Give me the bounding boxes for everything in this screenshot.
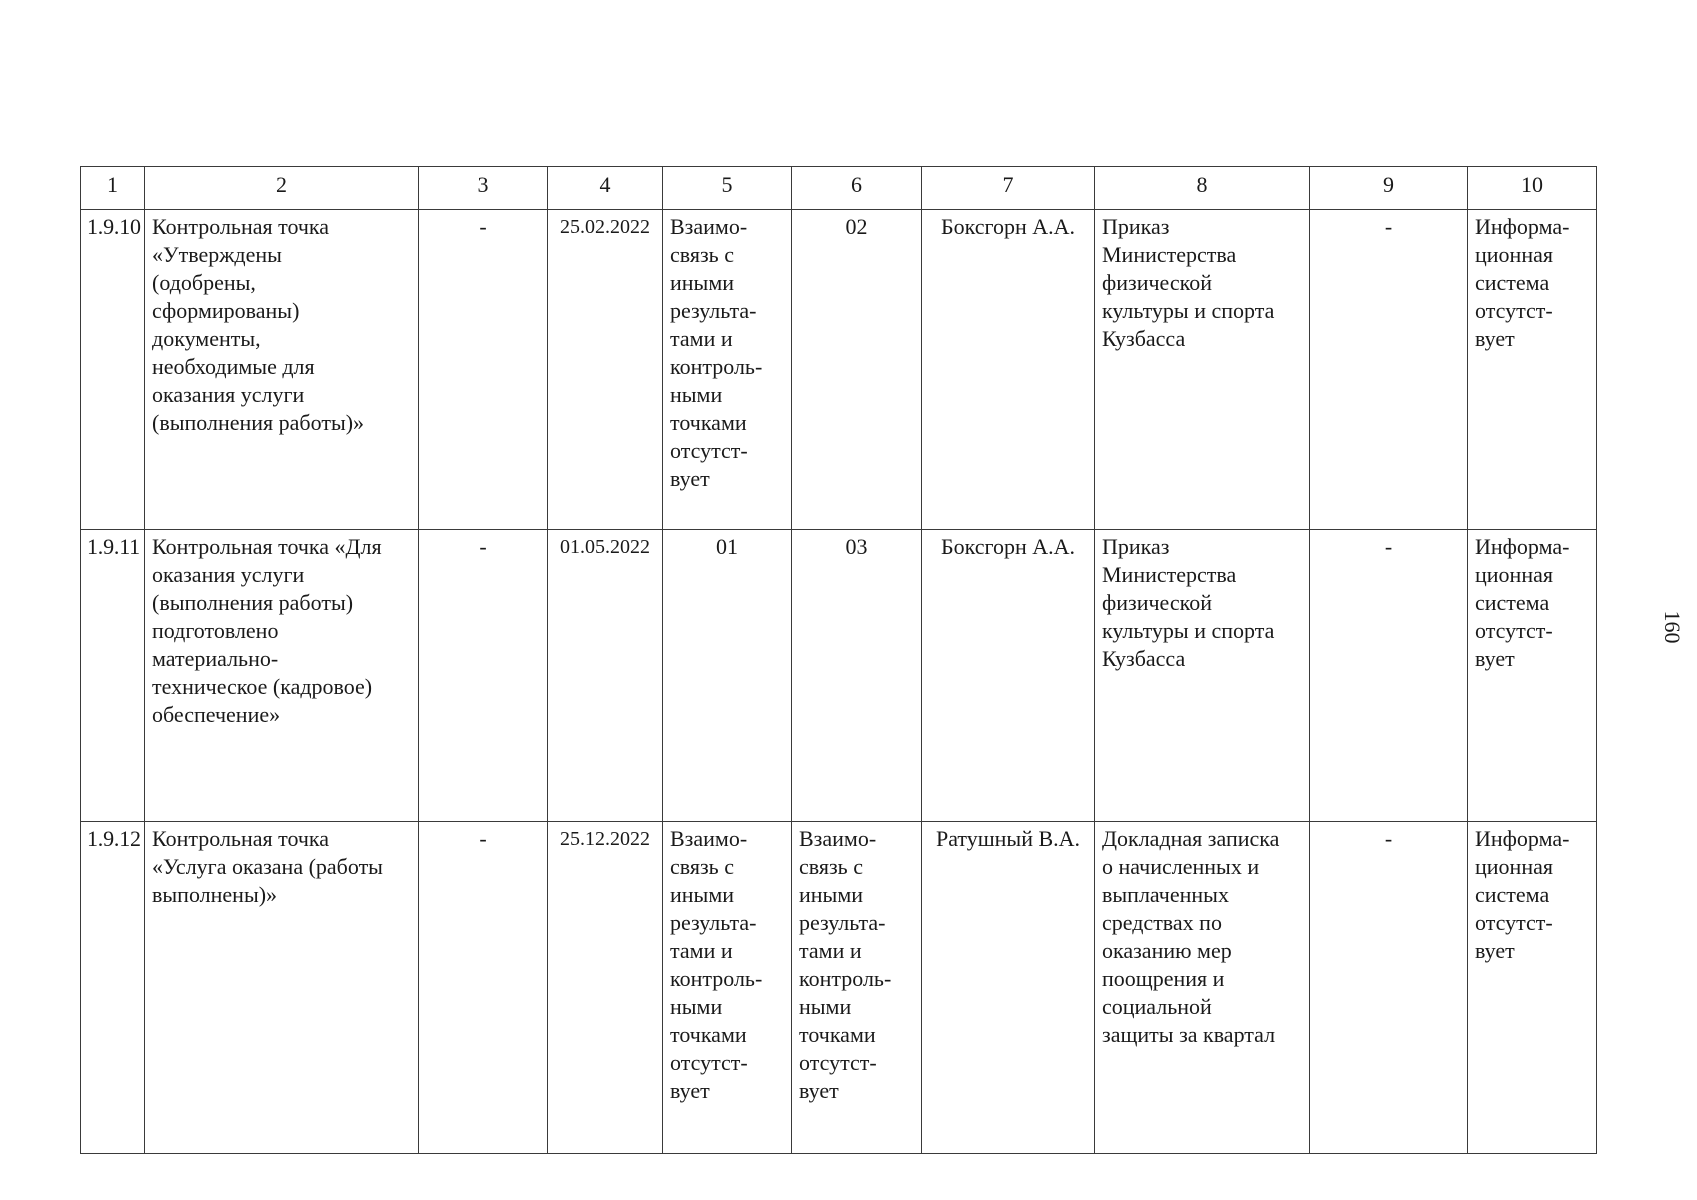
column-3-cell: -: [419, 210, 548, 530]
control-point-name-cell: Контрольная точка «Для оказания услуги (выполнения работы) подготовлено материально- техническое (кадровое) обеспечение»: [145, 530, 419, 822]
information-system-cell: Информа- ционная система отсутст- вует: [1468, 822, 1597, 1154]
document-cell: Докладная записка о начисленных и выплаченных средствах по оказанию мер поощрения и социальной защиты за квартал: [1095, 822, 1310, 1154]
table-row: [81, 530, 1597, 822]
header-cell: 2: [145, 167, 419, 210]
table-row: [81, 210, 1597, 530]
column-3-cell: -: [419, 822, 548, 1154]
row-number-cell: 1.9.12: [81, 822, 145, 1154]
document-cell: Приказ Министерства физической культуры и спорта Кузбасса: [1095, 530, 1310, 822]
column-9-cell: -: [1310, 210, 1468, 530]
responsible-cell: Ратушный В.А.: [922, 822, 1095, 1154]
column-6-cell: 02: [792, 210, 922, 530]
column-6-cell: Взаимо- связь с иными результа- тами и контроль- ными точками отсутст- вует: [792, 822, 922, 1154]
column-6-cell: 03: [792, 530, 922, 822]
document-cell: Приказ Министерства физической культуры и спорта Кузбасса: [1095, 210, 1310, 530]
header-cell: 6: [792, 167, 922, 210]
information-system-cell: Информа- ционная система отсутст- вует: [1468, 210, 1597, 530]
table-header-row: [81, 167, 1597, 210]
column-3-cell: -: [419, 530, 548, 822]
header-cell: 5: [663, 167, 792, 210]
column-5-cell: Взаимо- связь с иными результа- тами и контроль- ными точками отсутст- вует: [663, 822, 792, 1154]
column-9-cell: -: [1310, 530, 1468, 822]
column-5-cell: 01: [663, 530, 792, 822]
control-points-table: [80, 166, 1597, 1154]
page-number: 160: [1660, 610, 1685, 644]
responsible-cell: Боксгорн А.А.: [922, 210, 1095, 530]
table-row: [81, 822, 1597, 1154]
control-point-name-cell: Контрольная точка «Утверждены (одобрены, сформированы) документы, необходимые для оказания услуги (выполнения работы)»: [145, 210, 419, 530]
header-cell: 3: [419, 167, 548, 210]
header-cell: 8: [1095, 167, 1310, 210]
row-number-cell: 1.9.11: [81, 530, 145, 822]
column-5-cell: Взаимо- связь с иными результа- тами и контроль- ными точками отсутст- вует: [663, 210, 792, 530]
information-system-cell: Информа- ционная система отсутст- вует: [1468, 530, 1597, 822]
header-cell: 1: [81, 167, 145, 210]
header-cell: 7: [922, 167, 1095, 210]
control-point-name-cell: Контрольная точка «Услуга оказана (работы выполнены)»: [145, 822, 419, 1154]
column-9-cell: -: [1310, 822, 1468, 1154]
responsible-cell: Боксгорн А.А.: [922, 530, 1095, 822]
date-cell: 01.05.2022: [548, 530, 663, 822]
date-cell: 25.12.2022: [548, 822, 663, 1154]
date-cell: 25.02.2022: [548, 210, 663, 530]
header-cell: 10: [1468, 167, 1597, 210]
header-cell: 4: [548, 167, 663, 210]
header-cell: 9: [1310, 167, 1468, 210]
row-number-cell: 1.9.10: [81, 210, 145, 530]
